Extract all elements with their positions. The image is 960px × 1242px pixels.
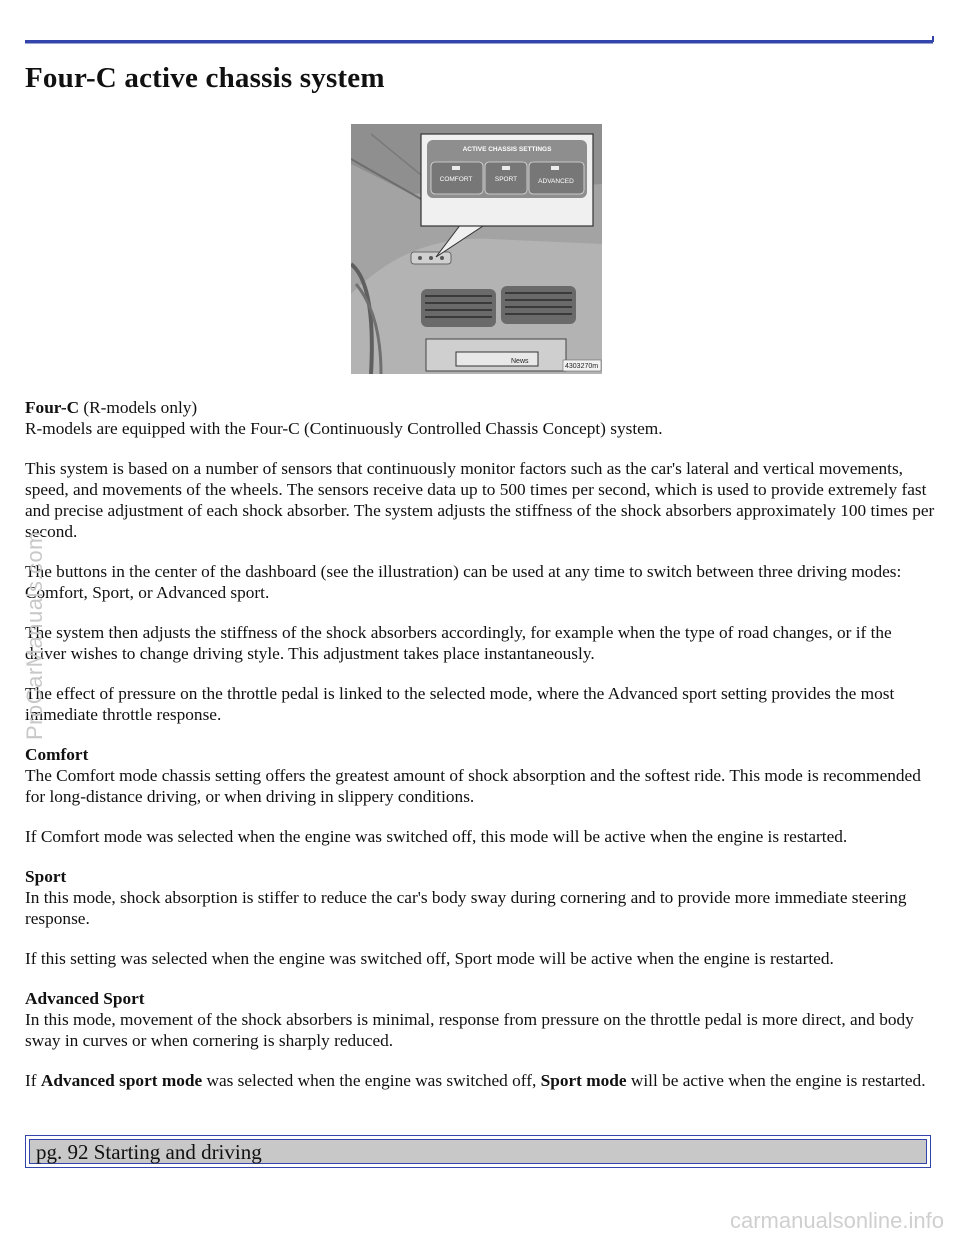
intro-paragraph [25,397,937,439]
air-vent-left [421,289,496,327]
advanced-note-suffix: will be active when the engine is restarted. [626,1071,926,1090]
air-vent-right [501,286,576,324]
advanced-section [25,988,937,1051]
comfort-text: The Comfort mode chassis setting offers the greatest amount of shock absorption and the softest ride. This mode is recommended for long-distance driving, or when driving in slippery conditions. [25,766,921,806]
advanced-note-bold-mode: Advanced sport mode [40,1071,203,1090]
advanced-text: In this mode, movement of the shock absorbers is minimal, response from pressure on the throttle pedal is more direct, and body sway in curves or when cornering is sharply reduced. [25,1010,914,1050]
page-title: Four-C active chassis system [25,62,385,94]
comfort-button-label: COMFORT [439,176,473,183]
article-body [25,397,937,1110]
intro-heading-suffix: (R-models only) [79,398,198,417]
advanced-button-label: ADVANCED [538,178,574,185]
sport-section [25,866,937,929]
paragraph-sensors: This system is based on a number of sensors that continuously monitor factors such as the car's lateral and vertical movements, speed, and movements of the wheels. The sensors receive data up to 500 times per second, which is used to provide extremely fast and precise adjustment of each shock absorber. The system adjusts the stiffness of the shock absorbers approximately 100 times per second. [25,459,935,541]
radio-display-text: News [511,358,529,365]
active-chassis-settings-panel [421,134,593,226]
paragraph-adjustment: The system then adjusts the stiffness of the shock absorbers accordingly, for example when the type of road changes, or if the driver wishes to change driving style. This adjustment takes place instantaneously. [25,623,892,663]
sport-heading: Sport [25,867,67,886]
panel-heading: ACTIVE CHASSIS SETTINGS [462,146,552,153]
page-footer [25,1135,931,1168]
comfort-note: If Comfort mode was selected when the engine was switched off, this mode will be active when the engine is restarted. [25,827,848,846]
comfort-section [25,744,937,807]
comfort-heading: Comfort [25,745,89,764]
advanced-note-bold-sport: Sport mode [540,1071,627,1090]
advanced-heading: Advanced Sport [25,989,145,1008]
top-rule [25,40,933,44]
advanced-note-prefix: If [25,1071,41,1090]
sport-button-label: SPORT [494,176,518,183]
figure-code: 4303270m [565,363,599,370]
dashboard-illustration [351,124,602,374]
bottom-watermark: carmanualsonline.info [729,1208,944,1233]
intro-line: R-models are equipped with the Four-C (Continuously Controlled Chassis Concept) system. [25,419,663,438]
paragraph-throttle: The effect of pressure on the throttle pedal is linked to the selected mode, where the Advanced sport setting provides the most immediate throttle response. [25,684,895,724]
sport-text: In this mode, shock absorption is stiffer to reduce the car's body sway during cornering and to provide more immediate steering response. [25,888,907,928]
paragraph-buttons: The buttons in the center of the dashboard (see the illustration) can be used at any time to switch between three driving modes: Comfort, Sport, or Advanced sport. [25,562,902,602]
side-watermark: ProCarManuals.com [22,530,47,740]
footer-label: pg. 92 Starting and driving [29,1139,927,1164]
advanced-note-mid: was selected when the engine was switched off, [202,1071,541,1090]
radio-unit [426,339,566,371]
sport-note: If this setting was selected when the engine was switched off, Sport mode will be active when the engine is restarted. [25,949,834,968]
advanced-note [25,1070,937,1091]
intro-heading: Four-C [25,398,80,417]
